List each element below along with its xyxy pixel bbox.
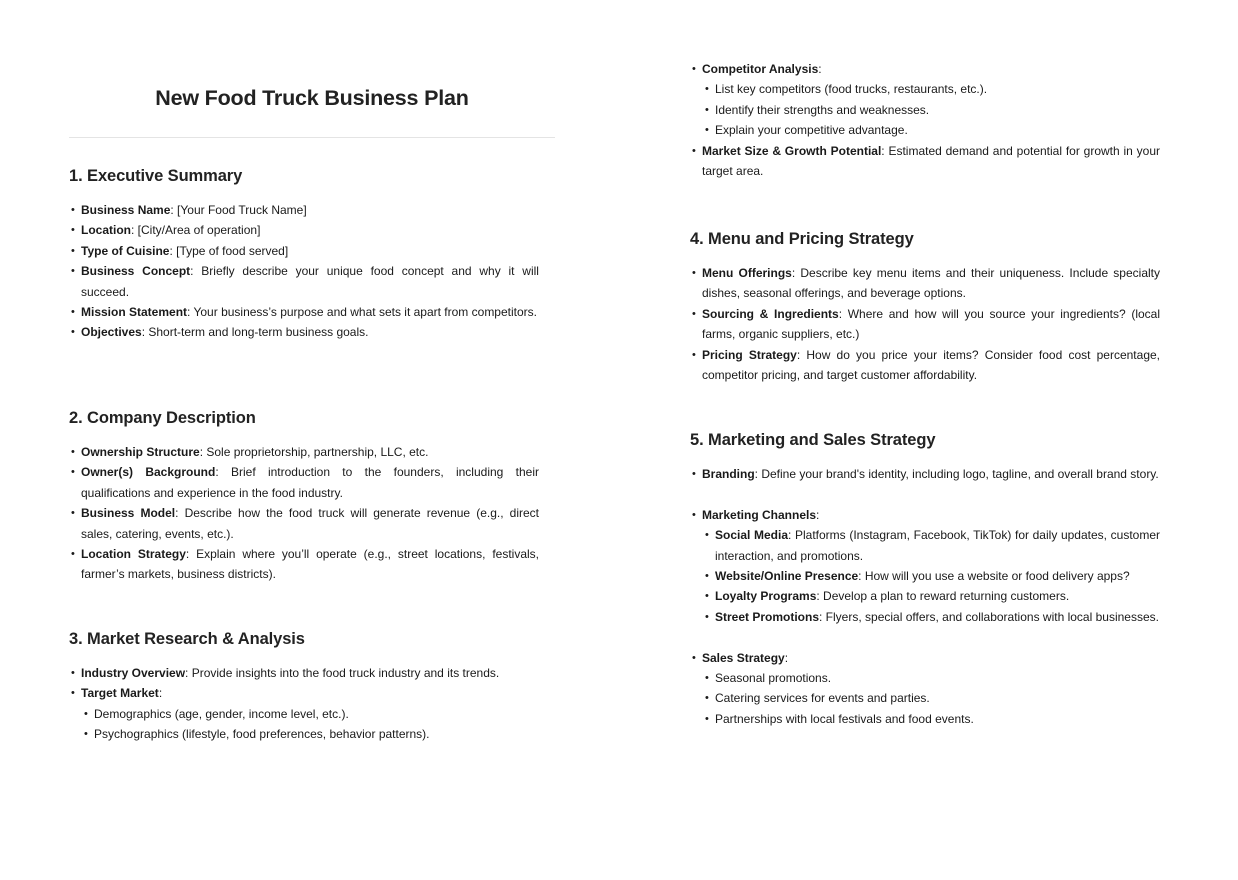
- sub-list-item: • List key competitors (food trucks, restaurants, etc.).: [690, 79, 1160, 99]
- section-executive-summary: [69, 166, 539, 343]
- list-item: • Industry Overview: Provide insights into the food truck industry and its trends.: [69, 663, 539, 683]
- list-item: • Ownership Structure: Sole proprietorship, partnership, LLC, etc.: [69, 442, 539, 462]
- list-item: • Competitor Analysis:: [690, 59, 1160, 79]
- sub-list-item: • Social Media: Platforms (Instagram, Facebook, TikTok) for daily updates, customer interaction, and promotions.: [690, 525, 1160, 566]
- list-item: • Owner(s) Background: Brief introduction to the founders, including their qualifications and experience in the food industry.: [69, 462, 539, 503]
- list-item: • Mission Statement: Your business’s purpose and what sets it apart from competitors.: [69, 302, 539, 322]
- sub-list-item: • Partnerships with local festivals and food events.: [690, 709, 1160, 729]
- list-item: • Branding: Define your brand's identity, including logo, tagline, and overall brand story.: [690, 464, 1160, 484]
- list-item: • Pricing Strategy: How do you price your items? Consider food cost percentage, competitor pricing, and target customer affordability.: [690, 345, 1160, 386]
- section-heading: 3. Market Research & Analysis: [69, 630, 305, 648]
- section-market-research-continued: [690, 59, 1160, 181]
- sub-list-item: • Explain your competitive advantage.: [690, 120, 1160, 140]
- section-heading: 4. Menu and Pricing Strategy: [690, 230, 914, 248]
- sub-list-item: • Seasonal promotions.: [690, 668, 1160, 688]
- section-market-research: [69, 629, 539, 745]
- list-item: • Menu Offerings: Describe key menu items and their uniqueness. Include specialty dishes, seasonal offerings, and beverage options.: [690, 263, 1160, 304]
- section-company-description: [69, 408, 539, 585]
- section-menu-pricing: [690, 229, 1160, 385]
- sub-list-item: • Psychographics (lifestyle, food preferences, behavior patterns).: [69, 724, 539, 744]
- section-heading: 5. Marketing and Sales Strategy: [690, 431, 936, 449]
- sub-list-item: • Website/Online Presence: How will you use a website or food delivery apps?: [690, 566, 1160, 586]
- document-title: New Food Truck Business Plan: [155, 86, 469, 110]
- list-item: • Objectives: Short-term and long-term business goals.: [69, 322, 539, 342]
- list-item: • Sourcing & Ingredients: Where and how will you source your ingredients? (local farms, organic suppliers, etc.): [690, 304, 1160, 345]
- sub-list-item: • Street Promotions: Flyers, special offers, and collaborations with local businesses.: [690, 607, 1160, 627]
- bullet-list: [69, 442, 539, 585]
- section-heading: 1. Executive Summary: [69, 167, 243, 185]
- section-marketing-sales: [690, 430, 1160, 729]
- list-item: • Sales Strategy:: [690, 648, 1160, 668]
- list-item: • Business Model: Describe how the food truck will generate revenue (e.g., direct sales, catering, events, etc.).: [69, 503, 539, 544]
- list-item: • Target Market:: [69, 683, 539, 703]
- sub-list-item: • Loyalty Programs: Develop a plan to reward returning customers.: [690, 586, 1160, 606]
- list-item: • Location: [City/Area of operation]: [69, 220, 539, 240]
- list-item: • Business Concept: Briefly describe your unique food concept and why it will succeed.: [69, 261, 539, 302]
- sub-list-item: • Demographics (age, gender, income level, etc.).: [69, 704, 539, 724]
- title-divider: [69, 137, 555, 138]
- bullet-list: [69, 200, 539, 343]
- list-item: • Marketing Channels:: [690, 505, 1160, 525]
- section-heading: 2. Company Description: [69, 409, 256, 427]
- bullet-list: [690, 464, 1160, 729]
- sub-list-item: • Identify their strengths and weaknesses.: [690, 100, 1160, 120]
- bullet-list: [690, 263, 1160, 385]
- list-item: • Market Size & Growth Potential: Estimated demand and potential for growth in your target area.: [690, 141, 1160, 182]
- bullet-list: [690, 59, 1160, 181]
- list-item: • Business Name: [Your Food Truck Name]: [69, 200, 539, 220]
- bullet-list: [69, 663, 539, 745]
- sub-list-item: • Catering services for events and parties.: [690, 688, 1160, 708]
- list-item: • Location Strategy: Explain where you’ll operate (e.g., street locations, festivals, farmer’s markets, business districts).: [69, 544, 539, 585]
- list-item: • Type of Cuisine: [Type of food served]: [69, 241, 539, 261]
